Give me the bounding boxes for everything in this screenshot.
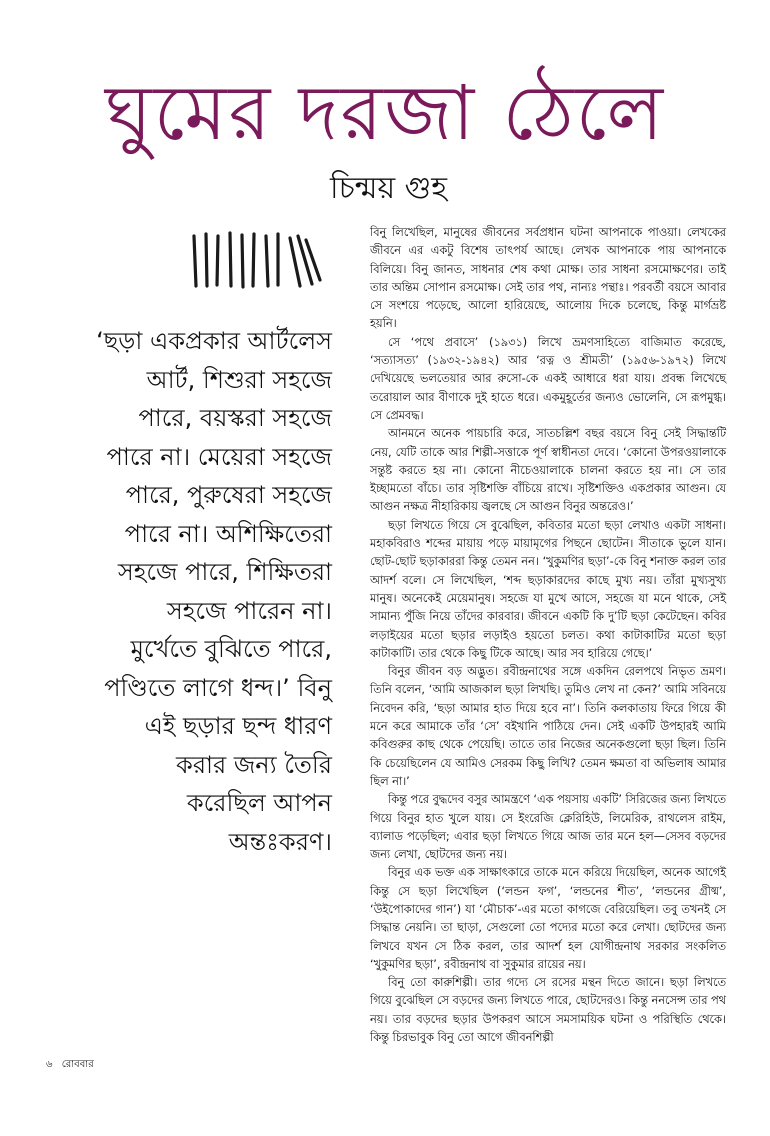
body-paragraph: কিন্তু পরে বুদ্ধদেব বসুর আমন্ত্রণে ‘এক পয়সায় একটি’ সিরিজের জন্য লিখতে গিয়ে বিনুর হাত খুলে যায়। সে ইংরেজি ক্লেরিহিউ, লিমেরিক, রাথলেস রাইম, ব্যালাড পড়েছিল; এবার ছড়া লিখতে গিয়ে আজ তার মনে হল—সেসব বড়দের জন্য লেখা, ছোটদের জন্য নয়।	[370, 793, 726, 862]
decorative-lines-icon	[186, 228, 326, 290]
page-footer	[46, 1057, 100, 1074]
pull-quote-text: ‘ছড়া একপ্রকার আর্টলেস আর্ট, শিশুরা সহজে পারে, বয়স্করা সহজে পারে না। মেয়েরা সহজে পারে, পুরুষেরা সহজে পারে না। অশিক্ষিতেরা সহজে পারে, শিক্ষিতরা সহজে পারেন না। মুর্খেতে বুঝিতে পারে, পণ্ডিতে লাগে ধন্দ।’ বিনু এই ছড়ার ছন্দ ধারণ করার জন্য তৈরি করেছিল আপন অন্তঃকরণ।	[96, 327, 332, 856]
section-name: রোববার	[61, 1059, 94, 1070]
body-paragraph: বিনু লিখেছিল, মানুষের জীবনের সর্বপ্রধান ঘটনা আপনাকে পাওয়া। লেখকের জীবনে এর একটু বিশেষ তাৎপর্য আছে। লেখক আপনাকে পায় আপনাকে বিলিয়ে। বিনু জানত, সাধনার শেষ কথা মোক্ষ। তার সাধনা রসমোক্ষণের। তাই তার অন্তিম সোপান রসমোক্ষ। সেই তার পথ, নান্যঃ পন্থাঃ। পরবর্তী বয়সে আবার সে সংশয়ে পড়েছে, আলো হারিয়েছে, আলোয় দিকে চলেছে, কিন্তু মার্গভ্রষ্ট হয়নি।	[370, 226, 726, 331]
article-title: ঘুমের দরজা ঠেলে	[104, 68, 666, 157]
body-paragraph: আনমনে অনেক পায়চারি করে, সাতচল্লিশ বছর বয়সে বিনু সেই সিদ্ধান্তটি নেয়, যেটি তাকে আর শিল্পী-সত্তাকে পূর্ণ স্বাধীনতা দেবে। ‘কোনো উপরওয়ালাকে সন্তুষ্ট করতে হয় না। কোনো নীচেওয়ালাকে চালনা করতে হয় না। সে তার ইচ্ছামতো বাঁচে। তার সৃষ্টিশক্তি বাঁচিয়ে রাখে। সৃষ্টিশক্তিও একপ্রকার আগুন। যে আগুন নক্ষত্র নীহারিকায় জ্বলছে সে আগুন বিনুর অন্তরেও।’	[370, 427, 726, 514]
body-paragraph: বিনুর জীবন বড় অদ্ভুত। রবীন্দ্রনাথের সঙ্গে একদিন রেলপথে নিভৃত ভ্রমণ। তিনি বলেন, ‘আমি আজকাল ছড়া লিখছি। তুমিও লেখ না কেন?’ আমি সবিনয়ে নিবেদন করি, ‘ছড়া আমার হাত দিয়ে হবে না’। তিনি কলকাতায় ফিরে গিয়ে কী মনে করে আমাকে তাঁর ‘সে’ বইখানি পাঠিয়ে দেন। সেই একটি উপহারই আমি কবিগুরুর কাছ থেকে পেয়েছি। তাতে তার নিজের অনেকগুলো ছড়া ছিল। তিনি কি চেয়েছিলেন যে আমিও সেরকম কিছু লিখি? তেমন ক্ষমতা বা অভিলাষ আমার ছিল না।’	[370, 665, 726, 788]
body-paragraph: ছড়া লিখতে গিয়ে সে বুঝেছিল, কবিতার মতো ছড়া লেখাও একটা সাধনা। মহাকবিরাও শব্দের মায়ায় পড়ে মায়ামৃগের পিছনে ছোটেন। সীতাকে ভুলে যান। ছোট-ছোট ছড়াকাররা কিন্তু তেমন নন। ‘খুকুমণির ছড়া’-কে বিনু শনাক্ত করল তার আদর্শ বলে। সে লিখেছিল, ‘শব্দ ছড়াকারদের কাছে মুখ্য নয়। তাঁরা মুখ্যসুখ্য মানুষ। অনেকেই মেয়েমানুষ। সহজে যা মুখে আসে, সহজে যা মনে থাকে, সেই সামান্য পুঁজি নিয়ে তাঁদের কারবার। জীবনে একটি কি দু’টি ছড়া কেটেছেন। কবির লড়াইয়ের মতো ছড়ার লড়াইও হয়তো চলত। কথা কাটাকাটির মতো ছড়া কাটাকাটি। তার থেকে কিছু টিকে আছে। আর সব হারিয়ে গেছে।’	[370, 518, 726, 660]
body-paragraph: বিনু তো কারুশিল্পী। তার গদ্যে সে রসের মন্থন দিতে জানে। ছড়া লিখতে গিয়ে বুঝেছিল সে বড়দের জন্য লিখতে পারে, ছোটদেরও। কিন্তু ননসেন্স তার পথ নয়। তার বড়দের ছড়ার উপকরণ আসে সমসাময়িক ঘটনা ও পরিস্থিতি থেকে। কিন্তু চিরভাবুক বিনু তো আগে জীবনশিল্পী	[370, 976, 726, 1045]
article-body	[370, 224, 726, 1047]
body-paragraph: বিনুর এক ভক্ত এক সাক্ষাৎকারে তাকে মনে করিয়ে দিয়েছিল, অনেক আগেই কিন্তু সে ছড়া লিখেছিল (‘লন্ডন ফগ’, ‘লন্ডনের শীত’, ‘লন্ডনের গ্রীষ্ম’, ‘উইপোকাদের গান’) যা ‘মৌচাক’-এর মতো কাগজে বেরিয়েছিল। তবু তখনই সে সিদ্ধান্ত নেয়নি। তা ছাড়া, সেগুলো তো পদ্যের মতো করে লেখা। ছোটদের জন্য লিখবে যখন সে ঠিক করল, তার আদর্শ হল যোগীন্দ্রনাথ সরকার সংকলিত ‘খুকুমণির ছড়া’, রবীন্দ্রনাথ বা সুকুমার রায়ের নয়।	[370, 866, 726, 971]
pull-quote	[96, 322, 332, 861]
body-paragraph: সে ‘পথে প্রবাসে’ (১৯৩১) লিখে ভ্রমণসাহিত্যে বাজিমাত করেছে, ‘সত্যাসত্য’ (১৯৩২-১৯৪২) আর ‘রত্ন ও শ্রীমতী’ (১৯৫৬-১৯৭২) লিখে দেখিয়েছে ভলতেয়ার আর রুসো-কে একই আধারে ধরা যায়। প্রবন্ধ লিখেছে তরোয়াল আর বীণাকে দুই হাতে ধরে। একমুহূর্তের জন্যও ভোলেনি, সে রূপমুগ্ধ। সে প্রেমবদ্ধ।	[370, 335, 726, 422]
page-number: ৬	[46, 1059, 53, 1070]
author-name: চিন্ময় গুহ	[330, 171, 448, 206]
